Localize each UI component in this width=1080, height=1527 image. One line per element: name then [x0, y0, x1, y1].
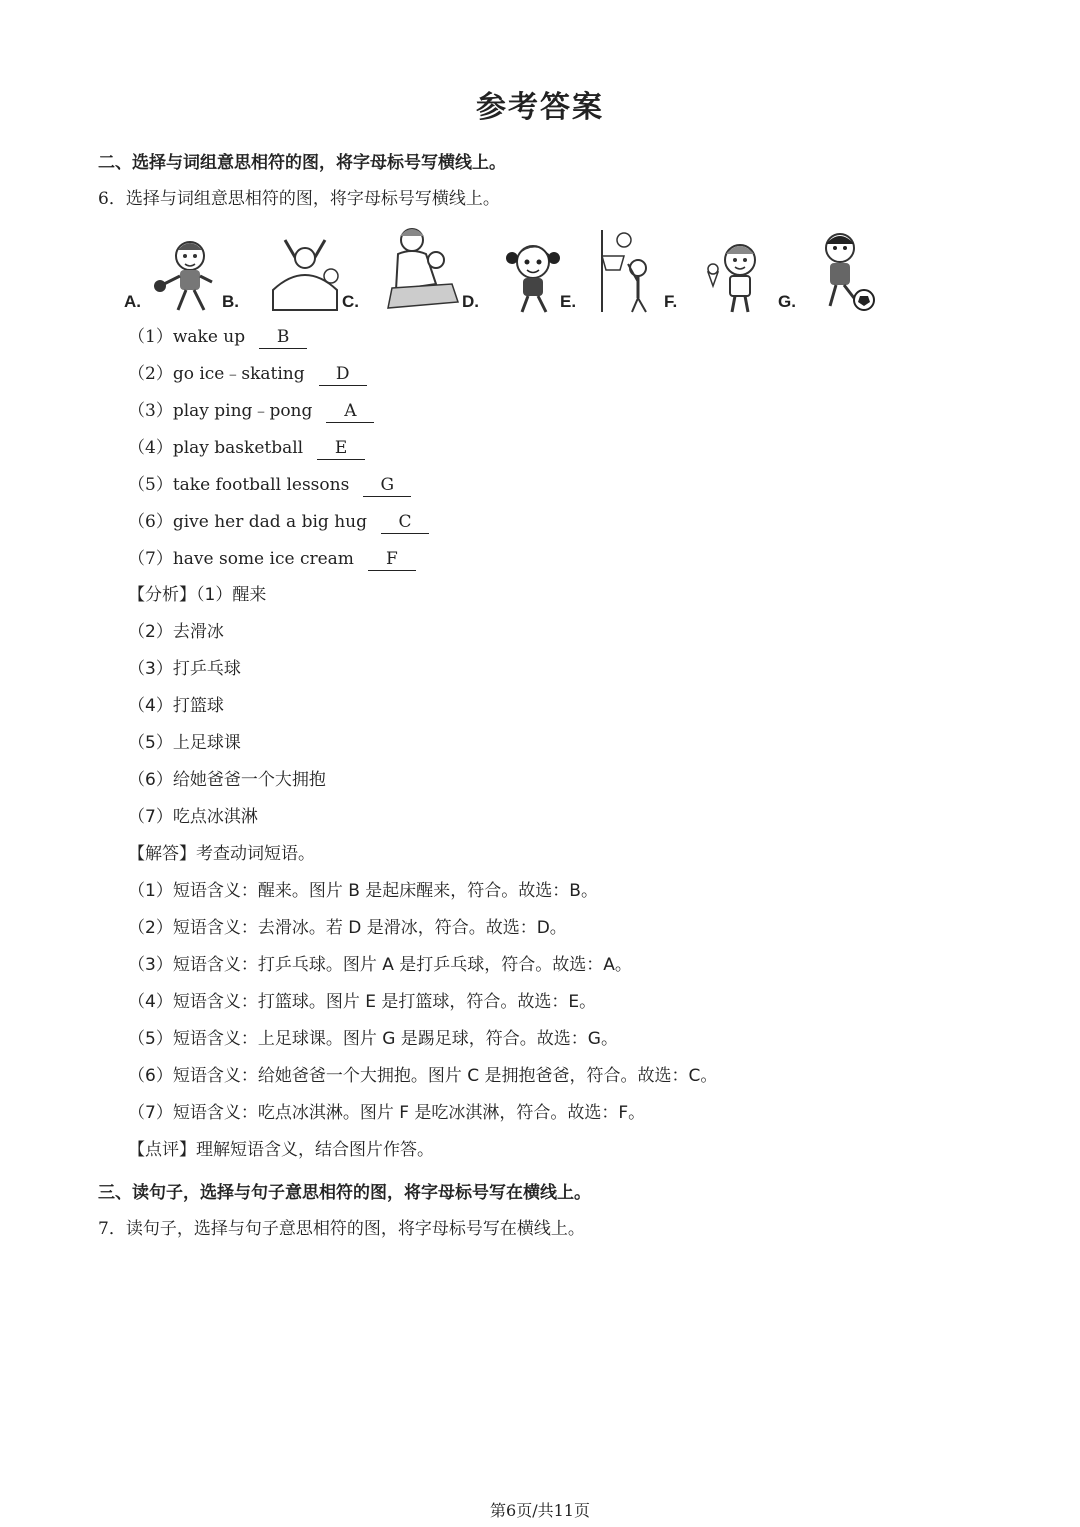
page-footer: 第6页/共11页 — [490, 1501, 590, 1520]
answer-row — [128, 396, 429, 433]
answer-blank: G — [363, 474, 411, 497]
analysis-line: 【分析】（1）醒来 — [128, 585, 267, 605]
picture-e-basketball — [598, 228, 658, 314]
answer-num: （4） — [128, 438, 173, 458]
page-title: 参考答案 — [476, 90, 604, 125]
picture-a-ping-pong — [148, 234, 228, 314]
analysis-line: （4）打篮球 — [128, 696, 224, 716]
answer-explanation-line: （6）短语含义：给她爸爸一个大拥抱。图片 C 是拥抱爸爸，符合。故选：C。 — [128, 1066, 718, 1086]
answer-explanation-line: （2）短语含义：去滑冰。若 D 是滑冰，符合。故选：D。 — [128, 918, 567, 938]
answer-num: （2） — [128, 364, 173, 384]
analysis-line: （7）吃点冰淇淋 — [128, 807, 258, 827]
answer-blank: B — [259, 326, 307, 349]
answer-row — [128, 322, 429, 359]
answer-row — [128, 470, 429, 507]
analysis-line: （6）给她爸爸一个大拥抱 — [128, 770, 326, 790]
picture-f-ice-cream — [702, 238, 772, 314]
answer-explanation-line: 【解答】考查动词短语。 — [128, 844, 315, 864]
answer-num: （3） — [128, 401, 173, 421]
answer-phrase: play basketball — [172, 438, 304, 458]
answer-phrase: wake up — [172, 327, 246, 347]
analysis-block — [128, 580, 717, 1172]
answer-explanation-line: （4）短语含义：打篮球。图片 E 是打篮球，符合。故选：E。 — [128, 992, 597, 1012]
answer-row — [128, 507, 429, 544]
answer-blank: C — [381, 511, 429, 534]
answer-explanation-line: （1）短语含义：醒来。图片 B 是起床醒来，符合。故选：B。 — [128, 881, 598, 901]
picture-letter: E. — [560, 292, 577, 311]
picture-letter: G. — [778, 292, 796, 311]
analysis-line: （5）上足球课 — [128, 733, 241, 753]
answer-phrase: play ping﹣pong — [172, 401, 313, 421]
picture-strip — [120, 222, 890, 314]
answer-num: （1） — [128, 327, 173, 347]
picture-g-football — [810, 230, 876, 314]
analysis-line: （2）去滑冰 — [128, 622, 224, 642]
picture-c-hug — [378, 224, 468, 314]
picture-letter: D. — [462, 292, 479, 311]
question-7: 7．读句子，选择与句子意思相符的图，将字母标号写在横线上。 — [98, 1219, 585, 1239]
comment-line: 【点评】理解短语含义，结合图片作答。 — [128, 1140, 434, 1160]
answer-blank: F — [368, 548, 416, 571]
answer-row — [128, 433, 429, 470]
picture-d-ice-skating — [498, 238, 568, 314]
answer-row — [128, 544, 429, 581]
analysis-line: （3）打乒乓球 — [128, 659, 241, 679]
answer-blank: A — [326, 400, 374, 423]
answer-list — [128, 322, 429, 581]
answer-phrase: take football lessons — [172, 475, 350, 495]
question-6: 6．选择与词组意思相符的图，将字母标号写横线上。 — [98, 189, 500, 209]
answer-num: （7） — [128, 549, 173, 569]
picture-letter: A. — [124, 292, 141, 311]
section-2-heading: 二、选择与词组意思相符的图，将字母标号写横线上。 — [98, 153, 506, 173]
answer-blank: E — [317, 437, 365, 460]
answer-blank: D — [319, 363, 367, 386]
answer-row — [128, 359, 429, 396]
section-3-heading: 三、读句子，选择与句子意思相符的图，将字母标号写在横线上。 — [98, 1183, 591, 1203]
picture-letter: B. — [222, 292, 239, 311]
answer-explanation-line: （3）短语含义：打乒乓球。图片 A 是打乒乓球，符合。故选：A。 — [128, 955, 632, 975]
picture-letter: C. — [342, 292, 359, 311]
answer-explanation-line: （7）短语含义：吃点冰淇淋。图片 F 是吃冰淇淋，符合。故选：F。 — [128, 1103, 646, 1123]
answer-phrase: give her dad a big hug — [172, 512, 367, 532]
picture-letter: F. — [664, 292, 678, 311]
picture-b-wake-up — [265, 230, 345, 314]
answer-num: （5） — [128, 475, 173, 495]
answer-phrase: have some ice cream — [172, 549, 354, 569]
answer-phrase: go ice﹣skating — [172, 364, 305, 384]
answer-num: （6） — [128, 512, 173, 532]
answer-explanation-line: （5）短语含义：上足球课。图片 G 是踢足球，符合。故选：G。 — [128, 1029, 618, 1049]
